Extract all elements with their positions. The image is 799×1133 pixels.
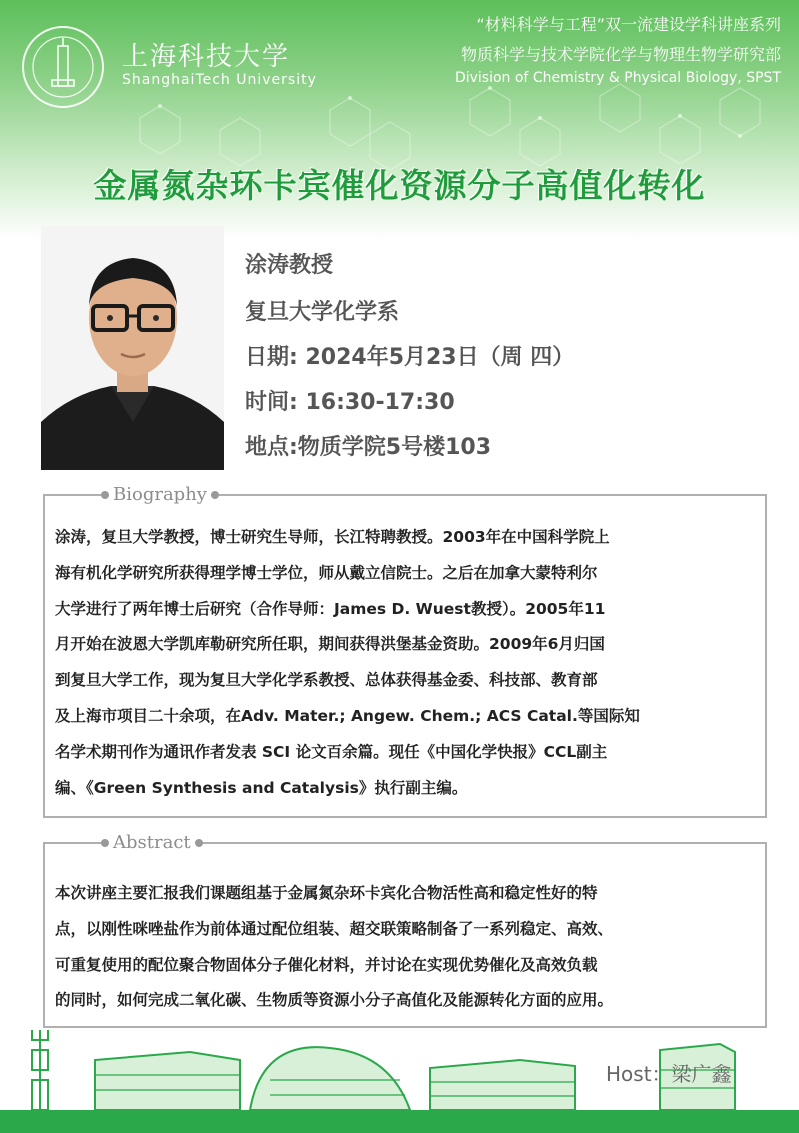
department-name-en: Division of Chemistry & Physical Biology, SPST <box>454 70 781 86</box>
biography-box <box>43 484 767 818</box>
lecture-title: 金属氮杂环卡宾催化资源分子高值化转化 <box>93 166 706 205</box>
biography-line: 及上海市项目二十余项，在Adv. Mater.; Angew. Chem.; ACS Catal.等国际知 <box>55 706 640 725</box>
abstract-line: 可重复使用的配位聚合物固体分子催化材料，并讨论在实现优势催化及高效负载 <box>55 955 598 974</box>
abstract-line: 的同时，如何完成二氧化碳、生物质等资源小分子高值化及能源转化方面的应用。 <box>55 991 614 1010</box>
speaker-name: 涂涛教授 <box>245 253 334 278</box>
abstract-heading <box>105 832 199 854</box>
biography-line: 到复旦大学工作，现为复旦大学化学系教授、总体获得基金委、科技部、教育部 <box>55 671 598 690</box>
abstract-line: 点，以刚性咪唑盐作为前体通过配位组装、超交联策略制备了一系列稳定、高效、 <box>55 919 614 938</box>
abstract-box <box>43 832 767 1028</box>
university-name-en: ShanghaiTech University <box>122 72 317 88</box>
bullet-dot-icon <box>211 491 219 499</box>
biography-line: 海有机化学研究所获得理学博士学位，师从戴立信院士。之后在加拿大蒙特利尔 <box>55 563 598 582</box>
bullet-dot-icon <box>101 839 109 847</box>
university-name-cn: 上海科技大学 <box>122 42 291 72</box>
lecture-location: 地点:物质学院5号楼103 <box>245 435 492 460</box>
abstract-line: 本次讲座主要汇报我们课题组基于金属氮杂环卡宾化合物活性高和稳定性好的特 <box>55 884 598 902</box>
lecture-time: 时间: 16:30-17:30 <box>245 390 455 415</box>
biography-line: 月开始在波恩大学凯库勒研究所任职，期间获得洪堡基金资助。2009年6月归国 <box>55 635 605 654</box>
biography-line: 名学术期刊作为通讯作者发表 SCI 论文百余篇。现任《中国化学快报》CCL副主 <box>55 742 608 761</box>
biography-line: 大学进行了两年博士后研究（合作导师：James D. Wuest教授）。2005年11 <box>55 599 606 618</box>
bullet-dot-icon <box>195 839 203 847</box>
biography-line: 编、《Green Synthesis and Catalysis》执行副主编。 <box>55 778 468 797</box>
lecture-date: 日期: 2024年5月23日（周 四） <box>245 345 575 370</box>
department-name-cn: 物质科学与技术学院化学与物理生物学研究部 <box>460 45 781 64</box>
university-seal-logo <box>22 26 104 108</box>
biography-line: 涂涛，复旦大学教授，博士研究生导师，长江特聘教授。2003年在中国科学院上 <box>55 528 610 546</box>
abstract-text <box>55 876 755 1019</box>
biography-heading <box>105 484 215 506</box>
speaker-affiliation: 复旦大学化学系 <box>245 300 400 325</box>
lecture-series-label: “材料科学与工程”双一流建设学科讲座系列 <box>476 15 781 34</box>
abstract-heading-text: Abstract <box>113 832 191 853</box>
biography-heading-text: Biography <box>113 484 207 505</box>
biography-text <box>55 520 755 806</box>
speaker-photo <box>41 226 224 470</box>
host-label: Host：梁广鑫 <box>606 1062 732 1086</box>
bullet-dot-icon <box>101 491 109 499</box>
